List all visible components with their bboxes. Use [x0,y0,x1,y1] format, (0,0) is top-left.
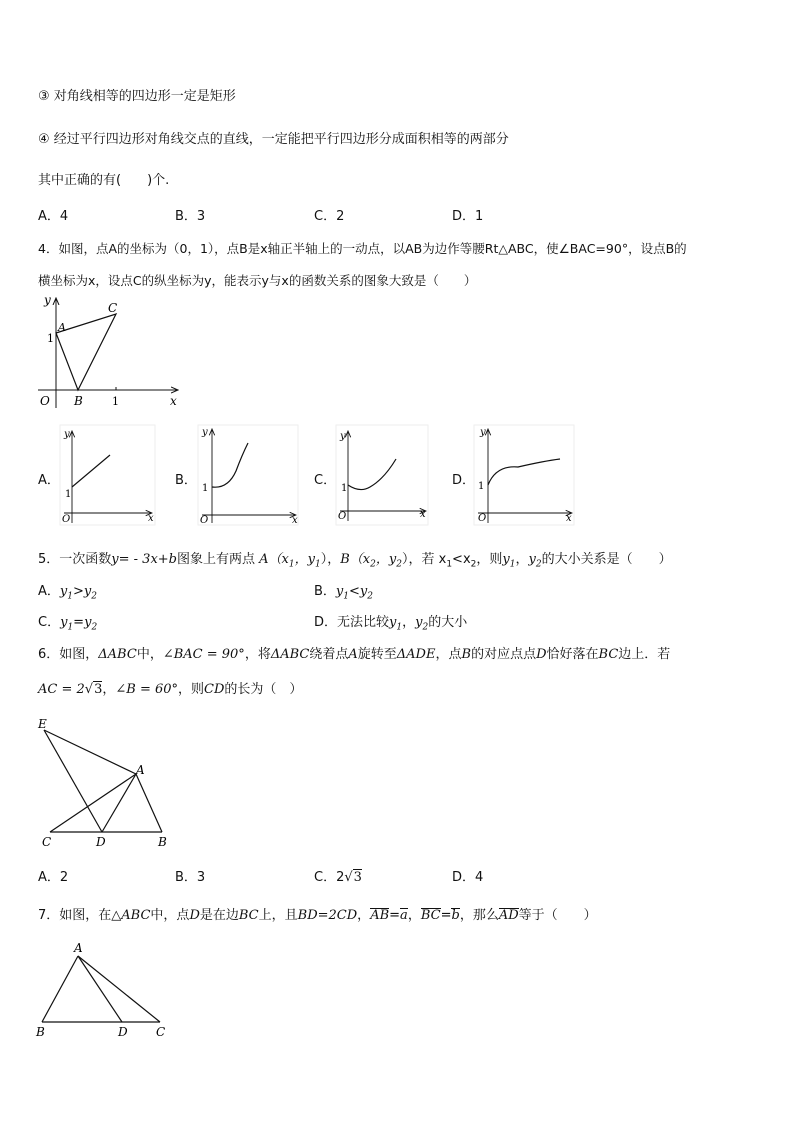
q4-main-figure [30,290,190,415]
q4-graph-d-curve [488,459,560,485]
q4-option-d-letter: D． [452,473,476,488]
q4-graph-b-curve [212,443,248,487]
q7-label-d: D [118,1025,128,1039]
statement-3: ③ 对角线相等的四边形一定是矩形 [38,89,236,104]
q7-segment-ba [42,956,78,1022]
q5-option-b: B．$y_1<y_2$ [314,584,374,602]
q4-option-b-letter: B． [175,473,197,488]
q7-label-b: B [36,1025,45,1039]
svg-text:O: O [200,515,209,526]
q7-figure [34,938,174,1038]
q5-option-d: D．无法比较$y_1$，$y_2$的大小 [314,615,468,633]
svg-text:x: x [292,515,298,526]
q4-graph-a-line [72,455,110,487]
svg-text:y: y [340,431,346,442]
q6-label-c: C [42,835,52,849]
q4-stem-line2: 横坐标为x，设点C的纵坐标为y，能表示y与x的函数关系的图象大致是（ ） [38,273,477,288]
q6-segment-ca [50,774,136,832]
prev-option-a: A．4 [38,209,69,224]
q4-option-c-letter: C． [314,473,337,488]
q4-label-y: y [44,293,51,307]
prev-question-prompt: 其中正确的有( )个. [38,173,170,188]
svg-text:O: O [478,513,487,524]
svg-text:O: O [338,511,347,522]
q6-option-c: C．2√3 [314,870,362,885]
svg-text:y: y [480,427,486,438]
q4-graph-c [336,425,428,525]
svg-text:x: x [148,513,154,524]
svg-text:1: 1 [65,489,72,500]
q6-stem-line1: 6．如图，ΔABC中，∠BAC = 90°，将ΔABC绕着点A旋转至ΔADE，点B的对应点点D恰好落在BC边上．若 [38,647,671,662]
q6-segment-ab [136,774,162,832]
q6-label-b: B [158,835,167,849]
q4-option-a-letter: A． [38,473,60,488]
q7-segment-ad [78,956,122,1022]
q4-stem-line1: 4．如图，点A的坐标为（0，1），点B是x轴正半轴上的一动点，以AB为边作等腰Rt△ABC，使∠BAC=90°，设点B的 [38,241,687,256]
svg-text:y: y [64,429,70,440]
q6-figure [36,716,176,851]
q6-label-a: A [136,763,145,777]
q6-option-b: B．3 [175,870,206,885]
q4-graph-c-curve [348,459,396,490]
svg-text:1: 1 [341,483,348,494]
q5-option-a: A．$y_1>y_2$ [38,584,97,602]
prev-option-d: D．1 [452,209,484,224]
q6-segment-ea [44,730,136,774]
q6-label-e: E [38,717,47,731]
q6-segment-da [102,774,136,832]
q6-option-a: A．2 [38,870,69,885]
svg-text:y: y [202,427,208,438]
q4-graph-a [60,425,155,525]
svg-text:1: 1 [478,481,485,492]
q6-option-d: D．4 [452,870,484,885]
prev-option-c: C．2 [314,209,345,224]
q7-segment-ac [78,956,160,1022]
q4-label-one-x: 1 [112,395,119,408]
q7-stem: 7．如图，在△ABC中，点D是在边BC上，且BD=2CD，AB=a，BC=b，那么AD等于（ ） [38,908,597,923]
q5-stem: 5．一次函数y= - 3x+b图象上有两点 $A(x_1$，$y_1$），$B(x_2$，$y_2$），若 $x_1<x_2$，则$y_1$，$y_2$的大小关系是（ ） [38,552,672,570]
svg-text:x: x [420,509,426,520]
svg-text:1: 1 [202,483,209,494]
q4-label-a: A [58,321,66,334]
q6-stem-line2: AC = 2√3，∠B = 60°，则CD的长为（ ） [38,682,303,697]
q4-graph-d [474,425,574,525]
q7-label-a: A [74,941,83,955]
q4-graph-b [198,425,298,525]
statement-4: ④ 经过平行四边形对角线交点的直线，一定能把平行四边形分成面积相等的两部分 [38,132,509,147]
q4-label-o: O [40,394,50,408]
prev-option-b: B．3 [175,209,206,224]
svg-text:x: x [566,513,572,524]
q7-label-c: C [156,1025,166,1039]
svg-text:O: O [62,514,71,525]
q4-label-x: x [170,394,177,408]
q4-label-c: C [108,301,118,315]
q4-label-b: B [74,394,83,408]
q4-label-one-y: 1 [47,332,54,345]
q6-label-d: D [96,835,106,849]
q5-option-c: C．$y_1=y_2$ [38,615,98,633]
